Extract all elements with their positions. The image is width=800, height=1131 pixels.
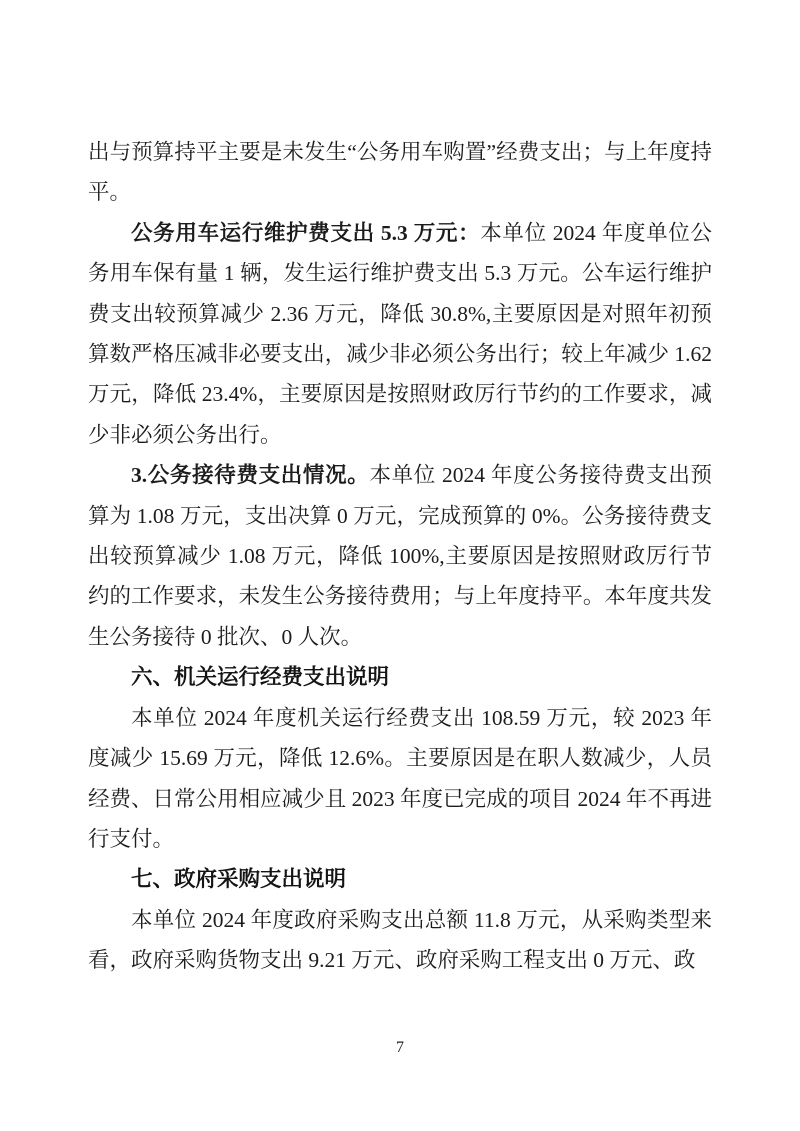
paragraph-official-reception xyxy=(88,455,712,657)
page-number: 7 xyxy=(396,1039,404,1056)
paragraph-government-procurement: 本单位 2024 年度政府采购支出总额 11.8 万元，从采购类型来看，政府采购货物支出 9.21 万元、政府采购工程支出 0 万元、政 xyxy=(88,907,712,973)
document-body xyxy=(88,132,712,981)
paragraph-vehicle-maintenance xyxy=(88,213,712,455)
heading-section-7-government-procurement: 七、政府采购支出说明 xyxy=(131,867,347,892)
heading-section-6-operating-expenses: 六、机关运行经费支出说明 xyxy=(131,665,390,690)
paragraph-carryover-vehicle-purchase: 出与预算持平主要是未发生“公务用车购置”经费支出；与上年度持平。 xyxy=(88,140,712,205)
paragraph-official-reception-text: 本单位 2024 年度公务接待费支出预算为 1.08 万元，支出决算 0 万元，完成预算的 0%。公务接待费支出较预算减少 1.08 万元，降低 100%,主要原因是按照财政厉行节约的工作要求，未发生公务接待费用；与上年度持平。本年度共发生公务接待 0 批次、0 人次。 xyxy=(88,463,712,649)
paragraph-vehicle-maintenance-lead: 公务用车运行维护费支出 5.3 万元： xyxy=(131,220,481,245)
paragraph-operating-expenses: 本单位 2024 年度机关运行经费支出 108.59 万元，较 2023 年度减少 15.69 万元，降低 12.6%。主要原因是在职人数减少，人员经费、日常公用相应减少且 2023 年度已完成的项目 2024 年不再进行支付。 xyxy=(88,705,712,851)
paragraph-official-reception-lead: 3.公务接待费支出情况。 xyxy=(131,463,370,488)
paragraph-vehicle-maintenance-text: 本单位 2024 年度单位公务用车保有量 1 辆，发生运行维护费支出 5.3 万元。公车运行维护费支出较预算减少 2.36 万元，降低 30.8%,主要原因是对照年初预算数严格压减非必要支出，减少非必须公务出行；较上年减少 1.62 万元，降低 23.4%，主要原因是按照财政厉行节约的工作要求，减少非必须公务出行。 xyxy=(88,220,712,447)
